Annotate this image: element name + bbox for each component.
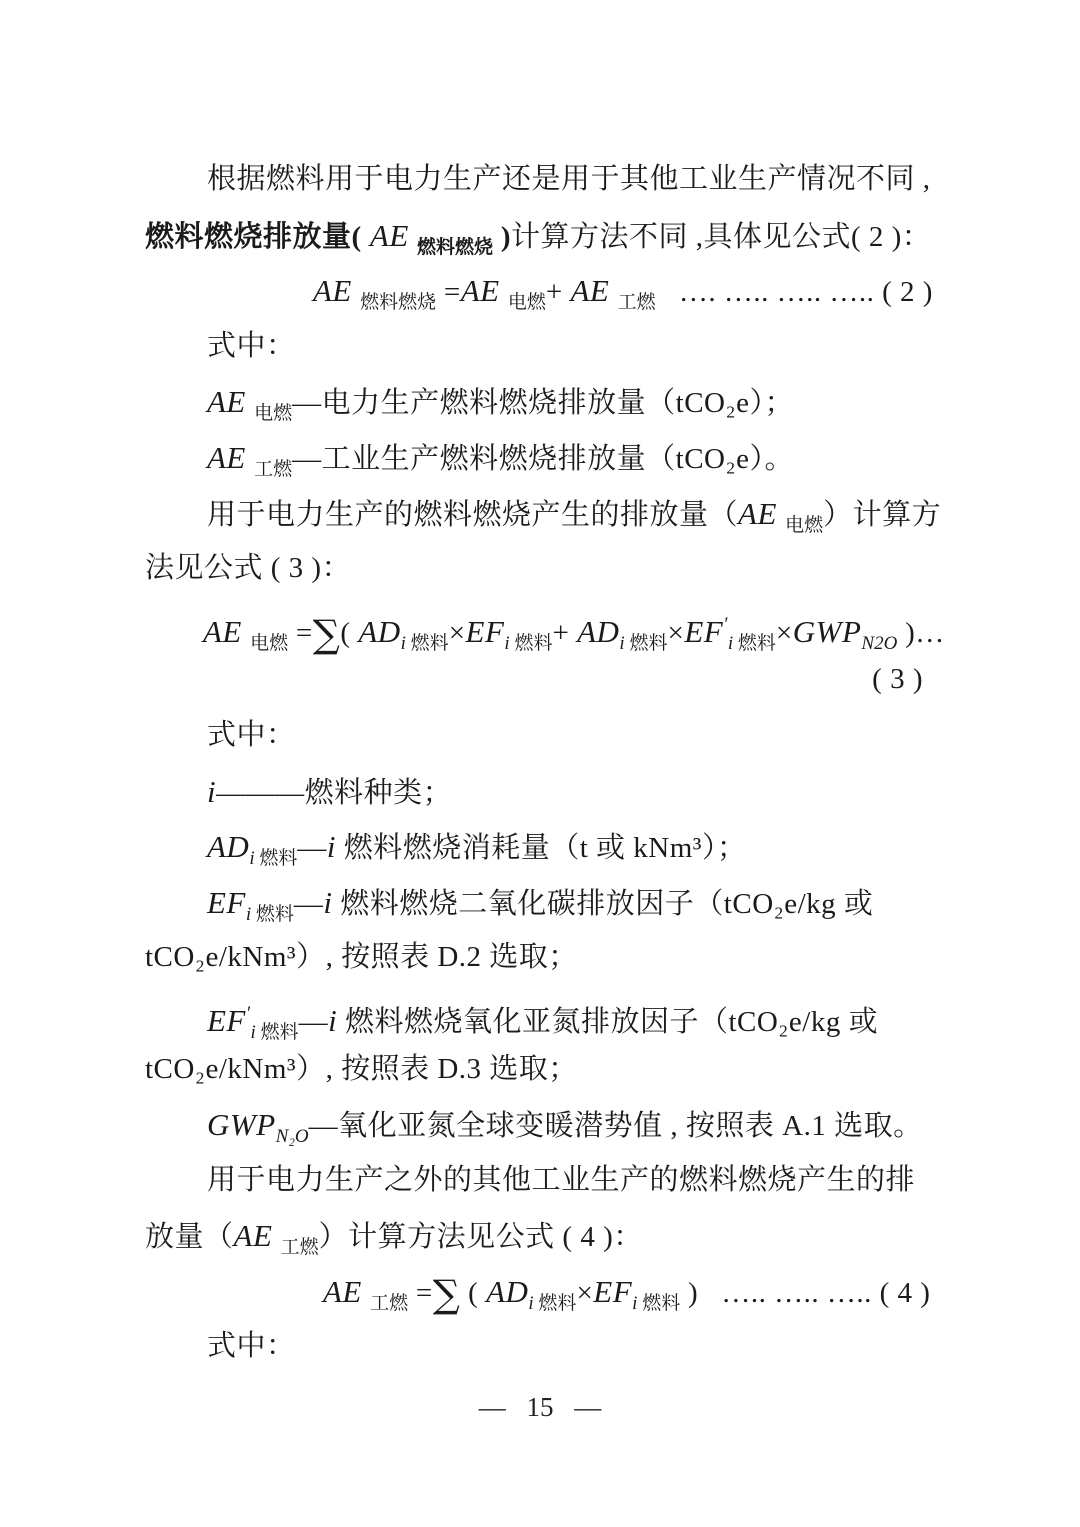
text-segment: AE (207, 439, 255, 475)
text-segment: — (298, 1005, 329, 1038)
text-segment: EF (207, 1002, 246, 1038)
para-electric-line-2 (145, 541, 937, 597)
where-label-1 (145, 319, 937, 375)
formula-3-number (145, 652, 937, 708)
para-industry-line-2 (145, 1208, 937, 1264)
def-ae-gongran (145, 430, 937, 486)
text-segment: …. ….. ….. ….. ( 2 ) (655, 276, 933, 309)
text-segment: × (576, 1276, 594, 1309)
text-segment: AD (358, 613, 401, 649)
formula-3 (145, 597, 945, 656)
text-segment: ∑ (432, 1271, 461, 1316)
text-segment: AD (577, 613, 620, 649)
text-segment: ′ (723, 613, 728, 635)
text-segment: 燃料 (410, 632, 449, 654)
text-segment: ———燃料种类； (216, 776, 453, 809)
text-segment: 燃料 (259, 848, 298, 870)
para-industry-line-1 (145, 1153, 937, 1209)
text-segment: AE (570, 273, 618, 309)
text-segment: AE (233, 1218, 281, 1254)
para-electric-line-1 (145, 486, 942, 542)
text-segment: 燃料燃烧 (360, 292, 437, 314)
text-segment: 燃料燃烧二氧化碳排放因子（tCO₂e/kg 或 (332, 887, 874, 920)
text-segment: ′ (245, 1002, 251, 1024)
def-ef-line-1 (145, 875, 937, 931)
text-segment: 放量（ (145, 1221, 234, 1254)
text-segment: 用于电力生产的燃料燃烧产生的排放量（ (207, 498, 739, 531)
text-segment: 燃料 (260, 1021, 299, 1043)
text-segment: i (249, 848, 260, 870)
text-segment: EF (465, 613, 505, 649)
text-segment: i (245, 903, 256, 925)
text-segment: 燃料 (538, 1292, 577, 1314)
text-segment: i (207, 773, 217, 809)
text-segment: 工燃 (254, 458, 293, 480)
text-segment: EF (207, 884, 246, 920)
text-segment: AE (738, 495, 786, 531)
text-segment: AE (460, 273, 508, 309)
text-segment: i (250, 1021, 261, 1043)
text-segment: = (288, 616, 313, 649)
page-number: — 15 — (478, 1392, 602, 1422)
text-segment: = (436, 276, 461, 309)
text-segment: × (667, 616, 685, 649)
para-intro-line-1 (145, 152, 937, 208)
where-label-3 (145, 1319, 937, 1375)
text-segment: 燃料燃烧 (417, 236, 494, 258)
text-segment: i (528, 1292, 539, 1314)
text-segment: 电燃 (785, 514, 824, 536)
text-segment: AE (323, 1273, 371, 1309)
text-segment: 工燃 (617, 292, 656, 314)
text-segment: EF (593, 1273, 633, 1309)
text-segment: i (619, 632, 630, 654)
text-segment: 电燃 (507, 292, 546, 314)
text-segment: tCO₂e/kNm³）, 按照表 D.3 选取； (145, 1052, 578, 1085)
text-segment: ( (340, 616, 359, 649)
formula-2 (145, 263, 937, 319)
text-segment: —氧化亚氮全球变暖潜势值 , 按照表 A.1 选取。 (308, 1110, 923, 1143)
text-segment: 电燃 (250, 632, 289, 654)
def-ef-line-2 (145, 930, 937, 986)
text-segment: 燃料燃烧氧化亚氮排放因子（tCO₂e/kg 或 (337, 1005, 879, 1038)
text-segment: × (448, 616, 466, 649)
text-segment: ）计算方 (823, 498, 942, 531)
text-segment: —工业生产燃料燃烧排放量（tCO₂e）。 (292, 442, 794, 475)
text-segment: i (504, 632, 515, 654)
text-segment: AE (313, 273, 361, 309)
text-segment: ) ….. ….. ….. ( 4 ) (680, 1276, 931, 1309)
text-segment: ( (460, 1276, 487, 1309)
text-segment: 式中： (207, 718, 296, 751)
def-ad (145, 819, 937, 875)
text-segment: + (552, 616, 578, 649)
text-segment: 根据燃料用于电力生产还是用于其他工业生产情况不同 , (207, 163, 931, 195)
text-segment: — (297, 832, 327, 865)
text-segment: —电力生产燃料燃烧排放量（tCO₂e）； (292, 387, 794, 420)
text-segment: 计算方法不同 ,具体见公式( 2 )： (510, 220, 932, 253)
text-segment: 燃料 (255, 903, 294, 925)
text-segment: AE (207, 384, 255, 420)
text-segment: AE (361, 217, 418, 253)
def-i (145, 764, 937, 820)
text-segment: 工燃 (370, 1292, 409, 1314)
document-lines (145, 152, 945, 1375)
text-segment: AE (203, 613, 251, 649)
text-segment: tCO₂e/kNm³）, 按照表 D.2 选取； (145, 941, 578, 974)
text-segment: 燃料 (629, 632, 668, 654)
def-ef-prime-line-1 (145, 986, 937, 1042)
text-segment: EF (684, 613, 724, 649)
text-segment: i (323, 884, 333, 920)
text-segment: ）计算方法见公式 ( 4 )： (318, 1221, 643, 1254)
text-segment: i (632, 1292, 643, 1314)
text-segment: N2O (861, 632, 898, 654)
text-segment: GWP (207, 1107, 276, 1143)
text-segment: AD (486, 1273, 529, 1309)
def-ae-dianran (145, 374, 937, 430)
text-segment: N₂O (275, 1126, 309, 1148)
text-segment: ) (493, 220, 511, 253)
text-segment: 用于电力生产之外的其他工业生产的燃料燃烧产生的排 (207, 1163, 916, 1196)
text-segment: 式中： (207, 1330, 296, 1363)
formula-4 (145, 1264, 937, 1320)
text-segment: 电燃 (254, 403, 293, 425)
text-segment: 燃料燃烧排放量( (145, 220, 362, 253)
text-segment: i (326, 829, 336, 865)
text-segment: 工燃 (280, 1237, 319, 1259)
para-intro-line-2 (145, 208, 937, 264)
where-label-2 (145, 708, 937, 764)
text-segment: ( 3 ) (872, 663, 923, 696)
text-segment: + (545, 276, 571, 309)
text-segment: × (775, 616, 793, 649)
text-segment: GWP (792, 613, 862, 649)
text-segment: ∑ (312, 611, 341, 656)
text-segment: i (328, 1002, 338, 1038)
text-segment: 燃料燃烧消耗量（t 或 kNm³）； (336, 832, 747, 865)
text-segment: )… (897, 616, 945, 649)
text-segment: 燃料 (737, 632, 776, 654)
text-segment: 燃料 (514, 632, 553, 654)
text-segment: 法见公式 ( 3 )： (145, 552, 352, 585)
text-segment: AD (207, 829, 250, 865)
text-segment: 式中： (207, 329, 296, 362)
text-segment: — (293, 887, 324, 920)
text-segment: i (400, 632, 411, 654)
def-gwp (145, 1097, 937, 1153)
text-segment: i (727, 632, 738, 654)
text-segment: = (408, 1276, 433, 1309)
def-ef-prime-line-2 (145, 1042, 937, 1098)
text-segment: 燃料 (642, 1292, 681, 1314)
